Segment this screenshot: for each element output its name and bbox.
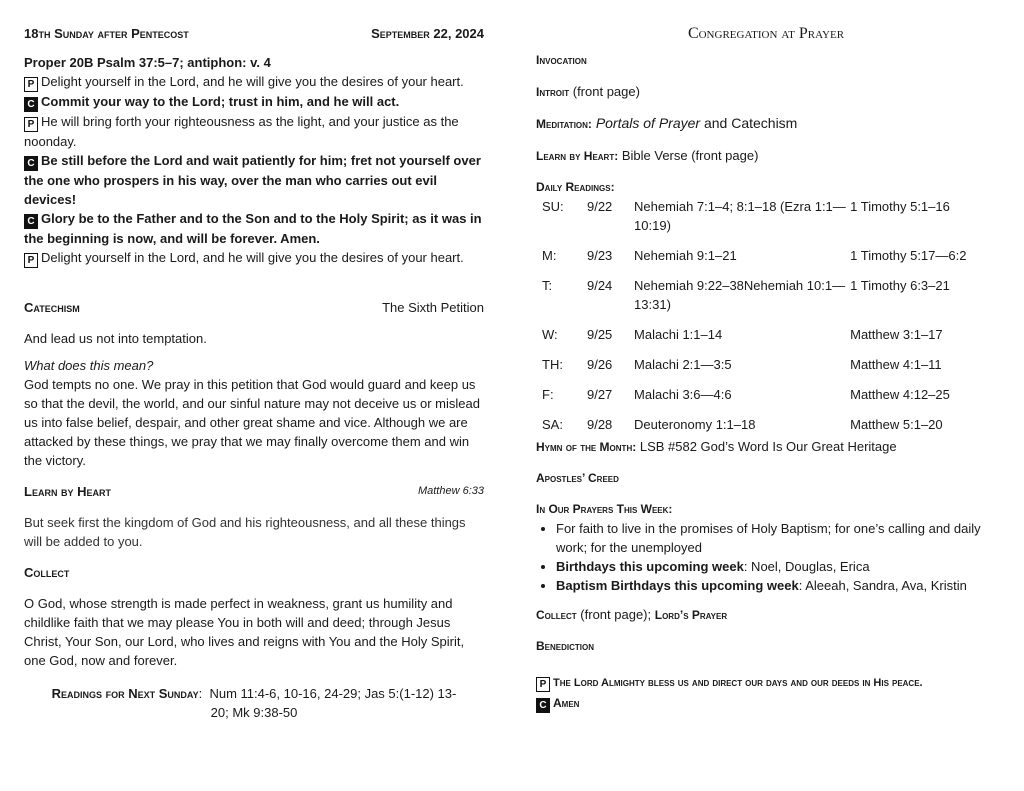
prayer-item-text: : Noel, Douglas, Erica [743,559,870,574]
reading-ot: Malachi 3:6—4:6 [634,387,732,402]
introit-line [536,82,996,102]
reading-row [542,325,996,355]
pastor-icon: P [536,677,550,692]
creed-heading: Apostles’ Creed [536,471,619,485]
reading-row [542,197,996,246]
reading-day: F: [542,387,554,402]
reading-day: TH: [542,357,563,372]
reading-ot: Deuteronomy 1:1–18 [634,417,756,432]
lbh-line [536,146,996,166]
catechism-heading: Catechism [24,300,80,315]
reading-row [542,246,996,276]
prayers-heading: In Our Prayers This Week: [536,502,673,516]
psalm-line [24,151,484,209]
reading-date: 9/23 [586,248,613,263]
psalm-line-text: Delight yourself in the Lord, and he will give you the desires of your heart. [41,250,464,265]
lords-prayer: Lord’s Prayer [654,608,728,622]
reading-ot: Nehemiah 7:1–4; 8:1–18 (Ezra 1:1—10:19) [634,199,846,233]
invocation-heading: Invocation [536,53,587,67]
collect-line [536,605,996,625]
daily-readings-table [542,197,996,445]
reading-day: SA: [542,417,563,432]
reading-day: SU: [542,199,564,214]
reading-nt: Matthew 5:1–20 [850,417,943,432]
daily-readings-heading: Daily Readings: [536,180,615,194]
hymn-label: Hymn of the Month: [536,440,637,454]
lbh-value: Bible Verse (front page) [621,148,759,163]
prayer-item-label: Birthdays this upcoming week [556,559,744,574]
meditation-line [536,114,996,134]
next-sunday-text: Num 11:4-6, 10-16, 24-29; Jas 5:(1-12) 13-20; Mk 9:38-50 [209,686,457,720]
catechism-subtitle: The Sixth Petition [382,300,484,315]
psalm-line [24,72,484,92]
benediction-heading: Benediction [536,639,595,653]
pastor-icon: P [24,117,38,132]
learn-by-heart-reference: Matthew 6:33 [417,485,484,497]
reading-row [542,276,996,325]
psalm-line [24,112,484,151]
reading-nt: 1 Timothy 5:1–16 [850,199,950,214]
psalm-line [24,209,484,248]
reading-date: 9/24 [586,278,613,293]
psalm-line-text: Delight yourself in the Lord, and he will give you the desires of your heart. [41,74,464,89]
reading-date: 9/26 [586,357,613,372]
catechism-question: What does this mean? [24,358,154,373]
reading-ot: Nehemiah 9:22–38Nehemiah 10:1—13:31) [634,278,846,312]
reading-nt: 1 Timothy 5:17—6:2 [850,248,967,263]
reading-ot: Malachi 2:1—3:5 [634,357,732,372]
next-sunday-label: Readings for Next Sunday [51,686,199,701]
prayer-item-text: : Aleeah, Sandra, Ava, Kristin [798,578,967,593]
reading-nt: Matthew 4:1–11 [850,357,942,372]
reading-day: T: [542,278,553,293]
blessing-line [536,672,996,693]
psalm-line-text: He will bring forth your righteousness as the light, and your justice as the noonday. [24,114,459,149]
reading-ot: Malachi 1:1–14 [634,327,723,342]
psalm-title: Proper 20B Psalm 37:5–7; antiphon: v. 4 [24,55,271,70]
prayer-list [536,519,996,595]
catechism-petition: And lead us not into temptation. [24,331,207,346]
psalm-line-text: Be still before the Lord and wait patiently for him; fret not yourself over the one who prospers in his way, over the man who carries out evil devices! [24,153,481,207]
introit-label: Introit [536,85,570,99]
pastor-icon: P [24,77,38,92]
congregation-icon: C [24,156,38,171]
collect-text: O God, whose strength is made perfect in weakness, grant us humility and childlike faith that we may please You in both will and deed; through Jesus Christ, Your Son, our Lord, who lives and reigns with You and the Holy Spirit, one God, now and forever. [24,596,465,668]
meditation-label: Meditation: [536,117,592,131]
learn-by-heart-text: But seek first the kingdom of God and his righteousness, and all these things will be added to you. [24,515,466,549]
reading-row [542,385,996,415]
reading-date: 9/25 [586,327,613,342]
meditation-italic: Portals of Prayer [595,115,701,131]
reading-day: W: [542,327,558,342]
congregation-icon: C [536,698,550,713]
page-header [24,24,484,43]
psalm-line-text: Commit your way to the Lord; trust in him, and he will act. [41,94,400,109]
left-column [24,24,484,722]
blessing-text: The Lord Almighty bless us and direct our days and our deeds in His peace. [553,677,923,689]
psalm-line [24,248,484,268]
prayer-item [556,576,996,595]
reading-ot: Nehemiah 9:1–21 [634,248,737,263]
reading-row [542,355,996,385]
prayer-item [556,557,996,576]
reading-day: M: [542,248,557,263]
psalm-line [24,92,484,112]
hymn-line [536,437,996,457]
collect-note: (front page); [580,607,652,622]
prayer-item [556,519,996,557]
right-column [536,24,996,713]
collect-label: Collect [536,608,577,622]
psalm-line-text: Glory be to the Father and to the Son and to the Holy Spirit; as it was in the beginning is now, and will be forever. Amen. [24,211,482,246]
meditation-rest: and Catechism [703,115,798,131]
collect-heading: Collect [24,565,70,580]
prayer-item-text: For faith to live in the promises of Holy Baptism; for one’s calling and daily work; for the unemployed [556,521,981,555]
learn-by-heart-heading: Learn by Heart [24,484,112,499]
reading-date: 9/27 [586,387,613,402]
reading-date: 9/28 [586,417,613,432]
next-sunday-readings: Readings for Next Sunday: Num 11:4-6, 10-16, 24-29; Jas 5:(1-12) 13-20; Mk 9:38-50 [51,686,457,720]
reading-nt: Matthew 3:1–17 [850,327,943,342]
catechism-header [24,298,484,317]
hymn-value: LSB #582 God’s Word Is Our Great Heritage [639,439,897,454]
catechism-answer: God tempts no one. We pray in this petition that God would guard and keep us so that the devil, the world, and our sinful nature may not deceive us or mislead us into false belief, despair, and other great shame and vice. Although we are attacked by these things, we pray that we may finally overcome them and win the victory. [24,377,480,468]
congregation-prayer-title: Congregation at Prayer [687,25,845,42]
prayer-item-label: Baptism Birthdays this upcoming week [556,578,799,593]
learn-by-heart-header [24,482,484,501]
introit-note: (front page) [572,84,640,99]
congregation-icon: C [24,97,38,112]
reading-nt: 1 Timothy 6:3–21 [850,278,950,293]
service-date: September 22, 2024 [371,26,484,41]
psalm-lines [24,72,484,268]
amen-text: Amen [553,696,580,710]
reading-date: 9/22 [586,199,613,214]
pastor-icon: P [24,253,38,268]
lbh-label: Learn by Heart: [536,149,619,163]
congregation-icon: C [24,214,38,229]
reading-nt: Matthew 4:12–25 [850,387,950,402]
sunday-title: 18th Sunday after Pentecost [24,26,189,41]
amen-line [536,693,996,713]
